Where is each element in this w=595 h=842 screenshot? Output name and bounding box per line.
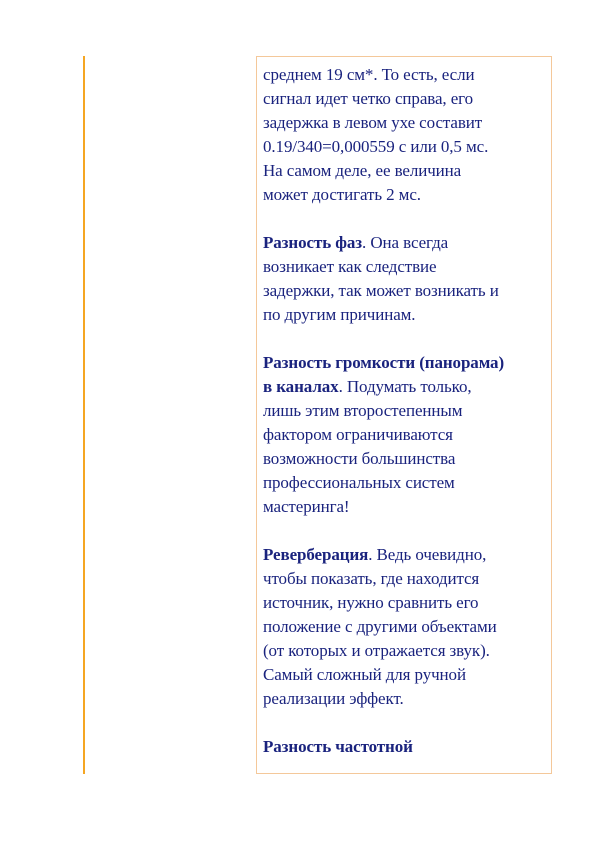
paragraph-term: Разность фаз: [263, 233, 363, 252]
paragraph-volume-difference: [263, 351, 551, 519]
paragraph-text: среднем 19 см*. То есть, если сигнал идет четко справа, его задержка в левом ухе составит 0.19/340=0,000559 с или 0,5 мс. На самом деле, ее величина может достигать 2 мс.: [263, 65, 489, 204]
text-box: [256, 56, 552, 774]
paragraph-term: Разность частотной: [263, 737, 413, 756]
paragraph-term: Разность громкости (панорама) в каналах: [263, 353, 505, 396]
paragraph-text: . Ведь очевидно, чтобы показать, где находится источник, нужно сравнить его положение с другими объектами (от которых и отражается звук). Самый сложный для ручной реализации эффект.: [263, 545, 497, 708]
margin-rule: [83, 56, 85, 774]
paragraph-phase-difference: [263, 231, 551, 327]
paragraph-text: . Подумать только, лишь этим второстепенным фактором ограничиваются возможности большинства профессиональных систем мастеринга!: [263, 377, 472, 516]
paragraph-time-delay: [263, 63, 551, 207]
paragraph-term: Реверберация: [263, 545, 369, 564]
paragraph-reverberation: [263, 543, 551, 711]
paragraph-text: . Она всегда возникает как следствие задержки, так может возникать и по другим причинам.: [263, 233, 499, 324]
paragraph-frequency-difference: [263, 735, 551, 759]
